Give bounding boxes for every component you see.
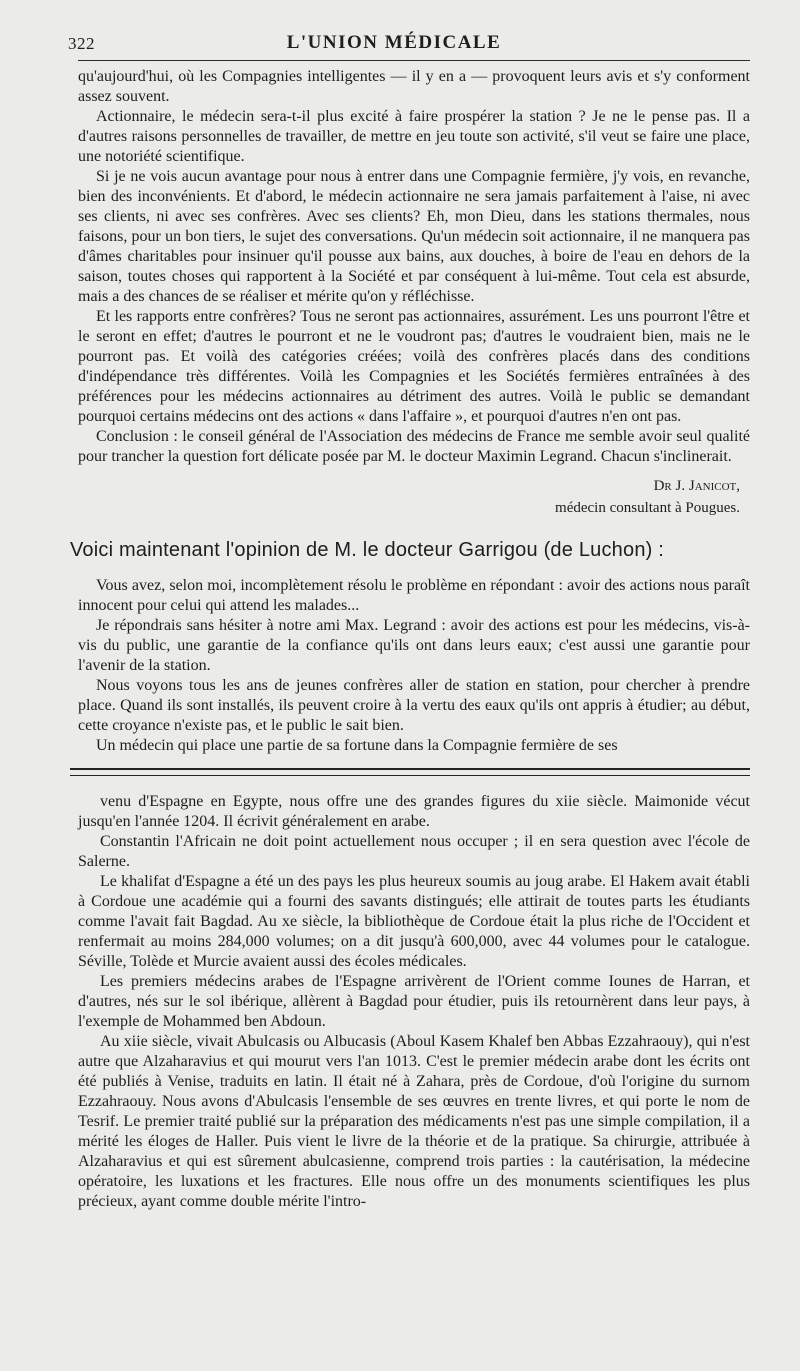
paragraph: Actionnaire, le médecin sera-t-il plus excité à faire prospérer la station ? Je ne le pense pas. Il a d'autres raisons personnelles de travailler, de mettre en jeu toute son activité, s'il veut se faire une place, une notoriété scientifique. xyxy=(78,108,750,165)
paragraph: venu d'Espagne en Egypte, nous offre une des grandes figures du xiie siècle. Maimonide vécut jusqu'en l'année 1204. Il écrivit généralement en arabe. xyxy=(78,793,750,830)
paragraph: Je répondrais sans hésiter à notre ami Max. Legrand : avoir des actions est pour les médecins, vis-à-vis du public, une garantie de la confiance qu'ils ont dans leurs eaux; c'est aussi une garantie pour l'avenir de la station. xyxy=(78,617,750,674)
paragraph: Conclusion : le conseil général de l'Association des médecins de France me semble avoir seul qualité pour trancher la question fort délicate posée par M. le docteur Maximin Legrand. Chacun s'inclinerait. xyxy=(78,428,750,465)
journal-title: L'UNION MÉDICALE xyxy=(286,32,502,53)
paragraph: Si je ne vois aucun avantage pour nous à entrer dans une Compagnie fermière, j'y vois, en revanche, bien des inconvénients. Et d'abord, le médecin actionnaire ne sera jamais parfaitement à l'aise, ni avec ses clients, ni avec ses confrères. Avec ses clients? Eh, mon Dieu, dans les stations thermales, nous faisons, pour un bon tiers, le sujet des conversations. Qu'un médecin soit actionnaire, il ne manquera pas d'âmes charitables pour insinuer qu'il pousse aux bains, aux douches, à boire de l'eau en dehors de la saison, toutes choses qui rapportent à la Société et par conséquent à lui-même. Tout cela est absurde, mais a des chances de se réaliser et mérite qu'on y réfléchisse. xyxy=(78,168,750,305)
signature-block xyxy=(78,475,750,519)
signature-name: Dr J. Janicot, xyxy=(653,478,740,494)
article-continuation xyxy=(78,61,750,467)
paragraph: Constantin l'Africain ne doit point actuellement nous occuper ; il en sera question avec l'école de Salerne. xyxy=(78,833,750,870)
paragraph: Le khalifat d'Espagne a été un des pays les plus heureux soumis au joug arabe. El Hakem avait établi à Cordoue une académie qui a fourni des savants distingués; elle attirait de toutes parts les étudiants comme l'avait fait Bagdad. Au xe siècle, la bibliothèque de Cordoue était la plus riche de l'Occident et renfermait au moins 284,000 volumes; on a dit jusqu'à 600,000, avec 44 volumes pour le catalogue. Séville, Tolède et Murcie avaient aussi des écoles médicales. xyxy=(78,873,750,970)
page-number: 322 xyxy=(68,34,95,53)
signature-title: médecin consultant à Pougues. xyxy=(555,500,740,516)
paragraph: Et les rapports entre confrères? Tous ne seront pas actionnaires, assurément. Les uns pourront l'être et le seront en effet; d'autres le pourront et ne le voudront pas; d'autres le voudraient bien, mais ne le pourront pas. Et voilà des catégories créées; voilà des confrères placés dans des conditions d'indépendance très différentes. Voilà les Compagnies et les Sociétés fermières entraînées à des préférences pour les médecins actionnaires au détriment des autres. Voilà le public se demandant pourquoi certains médecins ont des actions « dans l'affaire », et pourquoi d'autres n'en ont pas. xyxy=(78,308,750,425)
feuilleton-text xyxy=(78,792,750,1212)
garrigou-opinion xyxy=(78,576,750,756)
paragraph: Les premiers médecins arabes de l'Espagne arrivèrent de l'Orient comme Iounes de Harran, et d'autres, nés sur le sol ibérique, allèrent à Bagdad pour étudier, puis ils retournèrent dans leur pays, à l'exemple de Mohammed ben Abdoun. xyxy=(78,973,750,1030)
page-header xyxy=(68,26,750,61)
paragraph: Nous voyons tous les ans de jeunes confrères aller de station en station, pour chercher à prendre place. Quand ils sont installés, ils peuvent croire à la vertu des eaux qu'ils ont appris à étudier; au début, cette croyance n'existe pas, et le public le sait bien. xyxy=(78,677,750,734)
section-heading: Voici maintenant l'opinion de M. le docteur Garrigou (de Luchon) : xyxy=(70,539,665,561)
paragraph: Au xiie siècle, vivait Abulcasis ou Albucasis (Aboul Kasem Khalef ben Abbas Ezzahraouy), qui n'est autre que Alzaharavius et qui mourut vers l'an 1013. C'est le premier médecin arabe dont les écrits ont été publiés à Venise, traduits en latin. Il était né à Zahara, près de Cordoue, d'où l'origine du surnom Ezzahraouy. Nous avons d'Abulcasis l'ensemble de ses œuvres en trente livres, et qui porte le nom de Tesrif. Le premier traité publié sur la préparation des médicaments n'est pas une simple compilation, il a mérité les éloges de Haller. Puis vient le livre de la théorie et de la pratique. Sa chirurgie, attribuée à Alzaharavius et qui est sûrement abulcasienne, comprend trois parties : la cautérisation, la médecine opératoire, les luxations et les fractures. Elle nous offre un des monuments scientifiques les plus précieux, ayant comme double mérite l'intro- xyxy=(78,1033,750,1210)
feuilleton-separator xyxy=(70,768,750,776)
paragraph: qu'aujourd'hui, où les Compagnies intelligentes — il y en a — provoquent leurs avis et s'y conforment assez souvent. xyxy=(78,68,750,105)
paragraph: Un médecin qui place une partie de sa fortune dans la Compagnie fermière de ses xyxy=(96,737,618,754)
paragraph: Vous avez, selon moi, incomplètement résolu le problème en répondant : avoir des actions nous paraît innocent pour celui qui attend les malades... xyxy=(78,577,750,614)
